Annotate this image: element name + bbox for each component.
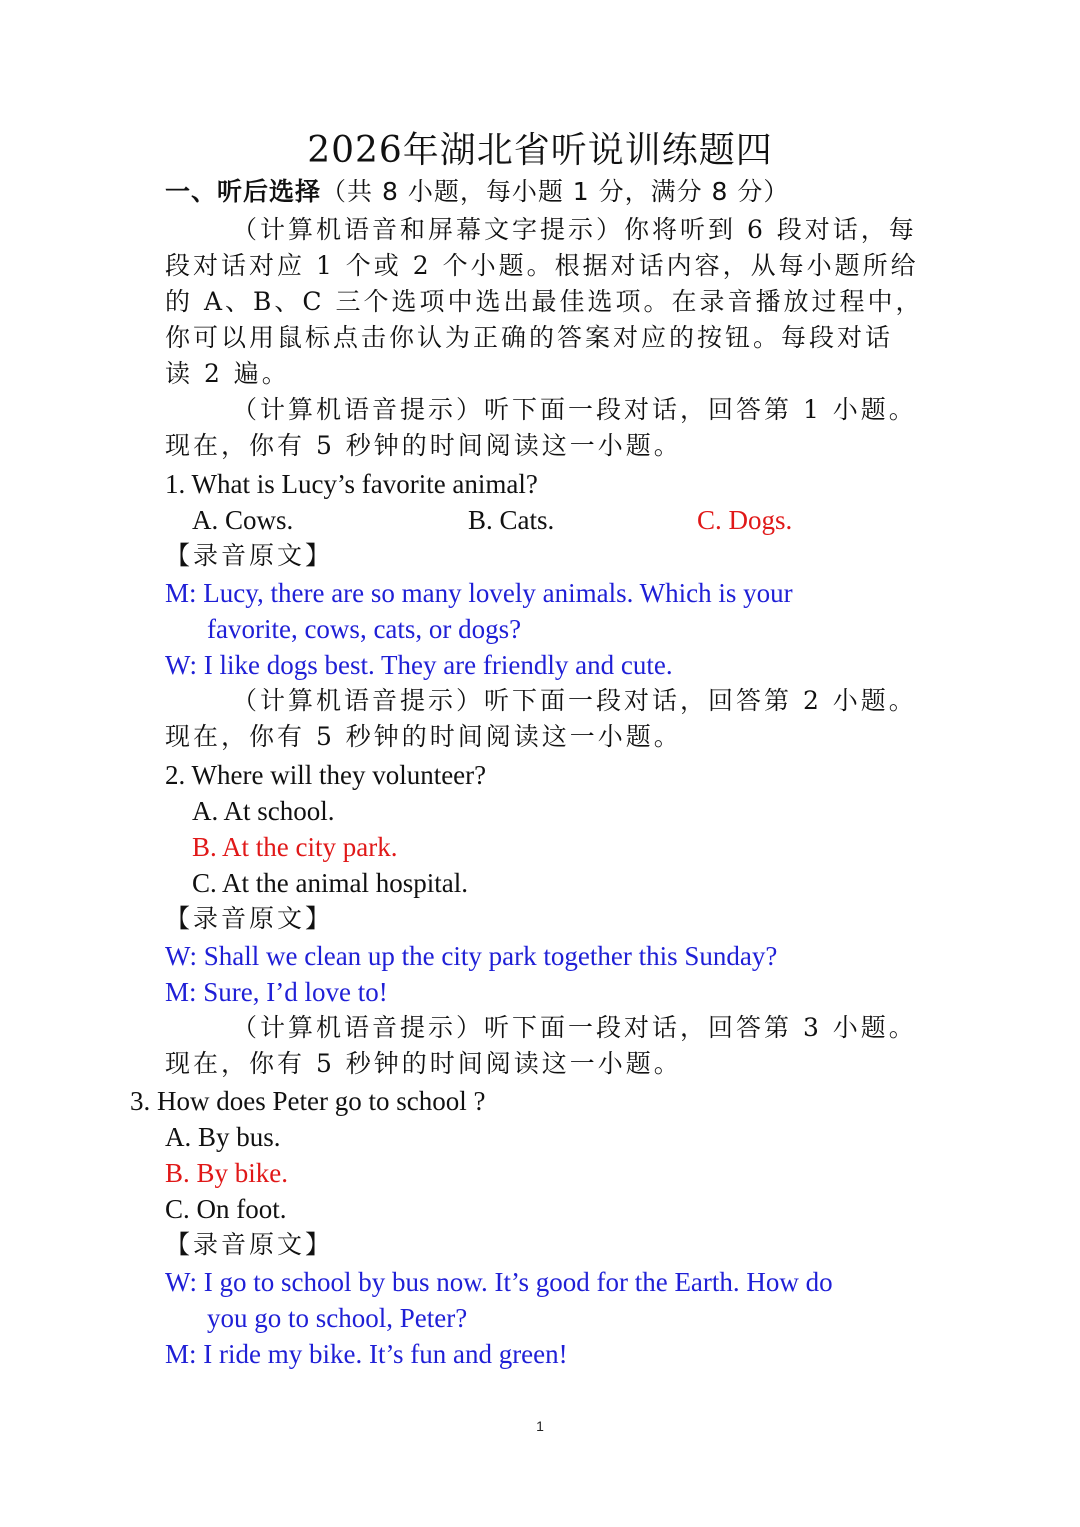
q2-transcript-line-2: M: Sure, I’d love to! — [165, 977, 388, 1007]
q1-prompt-line-1: （计算机语音提示）听下面一段对话，回答第 1 小题。 — [232, 395, 917, 424]
intro-line-5: 读 2 遍。 — [165, 359, 290, 388]
section-heading-note: （共 8 小题，每小题 1 分，满分 8 分） — [321, 177, 790, 206]
q1-option-b[interactable]: B. Cats. — [468, 505, 555, 535]
q3-question: 3. How does Peter go to school ? — [130, 1086, 486, 1116]
q1-options — [0, 502, 1080, 538]
q2-option-c[interactable]: C. At the animal hospital. — [192, 868, 468, 898]
q1-transcript-line-1: M: Lucy, there are so many lovely animals. Which is your — [165, 578, 793, 608]
q3-option-c[interactable]: C. On foot. — [165, 1194, 287, 1224]
q3-prompt-line-1: （计算机语音提示）听下面一段对话，回答第 3 小题。 — [232, 1013, 917, 1042]
q2-transcript-label: 【录音原文】 — [165, 904, 334, 933]
q3-prompt-line-2: 现在，你有 5 秒钟的时间阅读这一小题。 — [165, 1049, 682, 1078]
intro-line-4: 你可以用鼠标点击你认为正确的答案对应的按钮。每段对话 — [165, 323, 894, 352]
q3-option-b-answer[interactable]: B. By bike. — [165, 1158, 289, 1188]
q3-transcript-line-2: you go to school, Peter? — [207, 1303, 468, 1333]
intro-line-2: 段对话对应 1 个或 2 个小题。根据对话内容，从每小题所给 — [165, 251, 919, 280]
page-title: 2026年湖北省听说训练题四 — [307, 130, 773, 171]
q1-transcript-line-2: favorite, cows, cats, or dogs? — [207, 614, 522, 644]
q2-prompt-line-2: 现在，你有 5 秒钟的时间阅读这一小题。 — [165, 722, 682, 751]
q1-option-c-answer[interactable]: C. Dogs. — [697, 505, 793, 535]
q1-question: 1. What is Lucy’s favorite animal? — [165, 469, 538, 499]
section-heading-label: 一、听后选择 — [165, 177, 322, 206]
section-heading — [165, 174, 789, 210]
q3-transcript-line-3: M: I ride my bike. It’s fun and green! — [165, 1339, 568, 1369]
q1-option-a[interactable]: A. Cows. — [192, 505, 294, 535]
q3-transcript-line-1: W: I go to school by bus now. It’s good for the Earth. How do — [165, 1267, 833, 1297]
intro-line-3: 的 A、B、C 三个选项中选出最佳选项。在录音播放过程中， — [165, 287, 924, 316]
page-number: 1 — [536, 1418, 544, 1434]
q3-option-a[interactable]: A. By bus. — [165, 1122, 281, 1152]
q1-prompt-line-2: 现在，你有 5 秒钟的时间阅读这一小题。 — [165, 431, 682, 460]
intro-line-1: （计算机语音和屏幕文字提示）你将听到 6 段对话，每 — [232, 215, 917, 244]
q2-question: 2. Where will they volunteer? — [165, 760, 487, 790]
q2-prompt-line-1: （计算机语音提示）听下面一段对话，回答第 2 小题。 — [232, 686, 917, 715]
q2-option-b-answer[interactable]: B. At the city park. — [192, 832, 398, 862]
q1-transcript-label: 【录音原文】 — [165, 541, 334, 570]
q1-transcript-line-3: W: I like dogs best. They are friendly and cute. — [165, 650, 673, 680]
q2-transcript-line-1: W: Shall we clean up the city park together this Sunday? — [165, 941, 778, 971]
q3-transcript-label: 【录音原文】 — [165, 1230, 334, 1259]
q2-option-a[interactable]: A. At school. — [192, 796, 335, 826]
